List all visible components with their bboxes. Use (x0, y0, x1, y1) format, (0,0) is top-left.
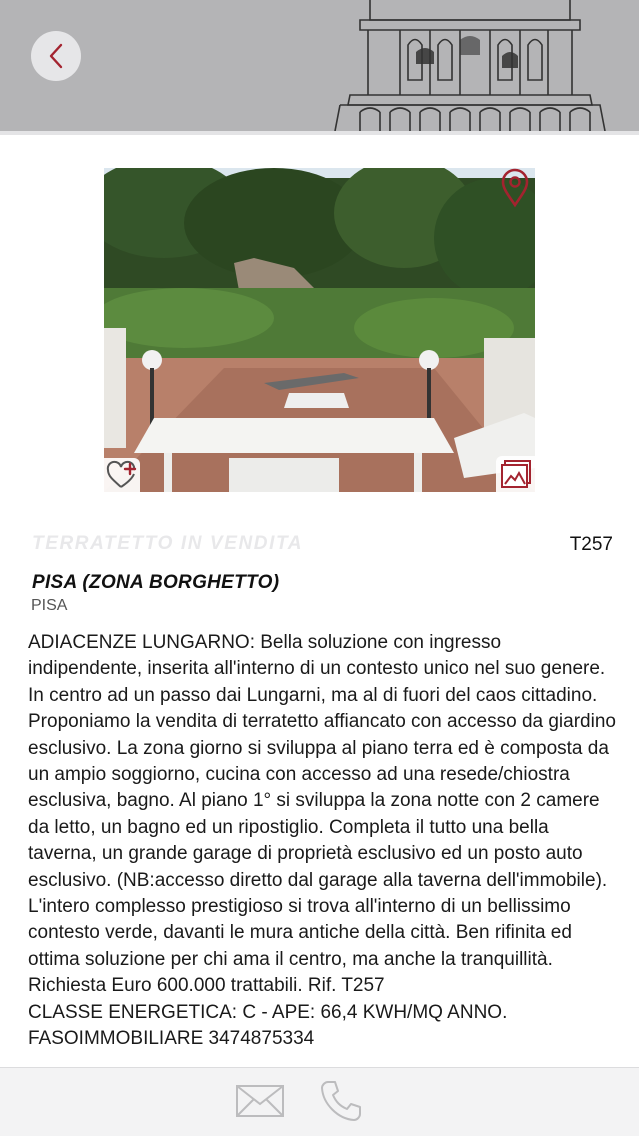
property-photo[interactable] (104, 168, 535, 492)
envelope-icon (235, 1084, 285, 1118)
listing-city: PISA (31, 597, 68, 614)
listing-reference-code: T257 (569, 534, 613, 555)
listing-title: PISA (ZONA BORGHETTO) (32, 572, 280, 593)
phone-call-button[interactable] (318, 1078, 364, 1124)
leaning-tower-illustration (330, 0, 630, 131)
heart-plus-icon (106, 460, 138, 490)
chevron-left-icon (46, 42, 66, 70)
map-pin-icon (498, 168, 532, 208)
phone-icon (318, 1078, 364, 1124)
email-contact-button[interactable] (235, 1084, 285, 1118)
add-favorite-button[interactable] (104, 458, 140, 492)
listing-category: TERRATETTO IN VENDITA (32, 533, 304, 554)
header-divider (0, 131, 639, 135)
back-button[interactable] (31, 31, 81, 81)
listing-description: ADIACENZE LUNGARNO: Bella soluzione con ingresso indipendente, inserita all'interno di un contesto unico nel suo genere. In centro ad un passo dai Lungarni, ma al di fuori del caos cittadino. Proponiamo la vendita di terratetto affiancato con accesso da giardino esclusivo. La zona giorno si sviluppa al piano terra ed è composta da un ampio soggiorno, cucina con accesso ad una resede/chiostra esclusiva, bagno. Al piano 1° si sviluppa la zona notte con 2 camere da letto, un bagno ed un ripostiglio. Completa il tutto una bella taverna, un grande garage di proprietà esclusivo ed un posto auto esclusivo. (NB:accesso diretto dal garage alla taverna dell'immobile). L'intero complesso prestigioso si trova all'interno di un bellissimo contesto verde, davanti le mura antiche della città. Ben rifinita ed ottima soluzione per chi ama il centro, ma anche la tranquillità. Richiesta Euro 600.000 trattabili. Rif. T257 CLASSE ENERGETICA: C - APE: 66,4 KWH/MQ ANNO. FASOIMMOBILIARE 3474875334 (28, 632, 616, 1050)
header-bar (0, 0, 639, 131)
image-gallery-icon (500, 459, 532, 489)
map-location-button[interactable] (498, 168, 532, 208)
photo-gallery-button[interactable] (496, 456, 535, 492)
